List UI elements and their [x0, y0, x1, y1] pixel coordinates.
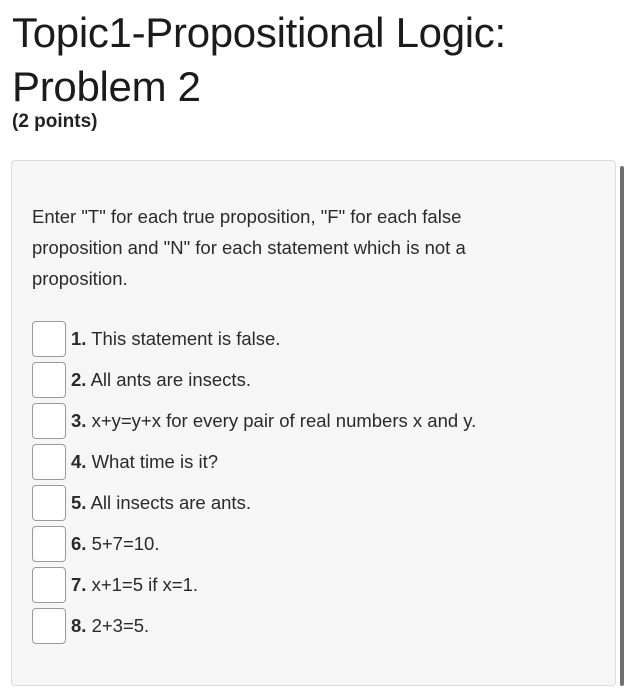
answer-input-6[interactable] [32, 526, 66, 562]
question-text [71, 574, 198, 596]
question-item [32, 359, 476, 400]
points-label: (2 points) [12, 111, 98, 132]
question-text [71, 369, 251, 391]
problem-panel [11, 160, 616, 686]
page-title: Topic1-Propositional Logic: Problem 2 [12, 9, 506, 110]
question-number: 5. [71, 491, 87, 513]
question-statement: 5+7=10. [91, 532, 160, 554]
question-number: 8. [71, 614, 87, 636]
question-text [71, 328, 280, 350]
question-statement: All ants are insects. [90, 368, 251, 390]
question-statement: All insects are ants. [90, 491, 251, 513]
question-list [32, 318, 476, 646]
question-item [32, 441, 476, 482]
answer-input-4[interactable] [32, 444, 66, 480]
answer-input-5[interactable] [32, 485, 66, 521]
question-number: 3. [71, 409, 87, 431]
question-item [32, 523, 476, 564]
question-statement: 2+3=5. [91, 614, 150, 636]
answer-input-7[interactable] [32, 567, 66, 603]
question-text [71, 492, 251, 514]
question-text [71, 451, 218, 473]
answer-input-2[interactable] [32, 362, 66, 398]
question-number: 7. [71, 573, 87, 595]
question-number: 4. [71, 450, 87, 472]
question-statement: This statement is false. [91, 327, 281, 349]
instructions-text: Enter "T" for each true proposition, "F" for each false proposition and "N" for each statement which is not a proposition. [32, 206, 466, 289]
question-text [71, 533, 159, 555]
question-statement: What time is it? [91, 450, 219, 472]
answer-input-8[interactable] [32, 608, 66, 644]
question-statement: x+y=y+x for every pair of real numbers x and y. [91, 409, 477, 431]
question-number: 6. [71, 532, 87, 554]
question-item [32, 605, 476, 646]
question-item [32, 400, 476, 441]
question-number: 1. [71, 327, 87, 349]
panel-scroll-edge [620, 166, 624, 686]
question-text [71, 410, 476, 432]
answer-input-3[interactable] [32, 403, 66, 439]
question-text [71, 615, 149, 637]
question-statement: x+1=5 if x=1. [91, 573, 199, 595]
question-item [32, 482, 476, 523]
question-number: 2. [71, 368, 87, 390]
question-item [32, 318, 476, 359]
answer-input-1[interactable] [32, 321, 66, 357]
question-item [32, 564, 476, 605]
